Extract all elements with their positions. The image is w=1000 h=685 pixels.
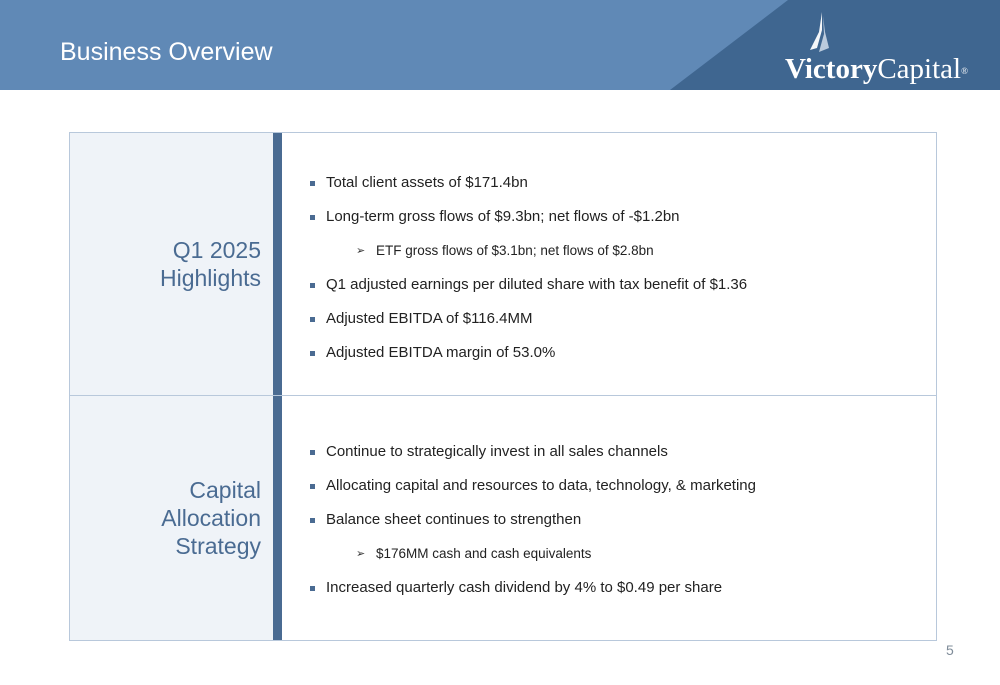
section-title-line: Capital xyxy=(189,477,261,503)
bullet-item: Q1 adjusted earnings per diluted share with tax benefit of $1.36 xyxy=(307,276,747,294)
section-title-line: Strategy xyxy=(175,533,261,559)
section-title-capital-allocation xyxy=(71,476,261,560)
sub-bullet-item: ➢ $176MM cash and cash equivalents xyxy=(307,545,756,563)
bullet-item: Adjusted EBITDA margin of 53.0% xyxy=(307,344,747,362)
bullet-item: Adjusted EBITDA of $116.4MM xyxy=(307,310,747,328)
logo-registered-mark: ® xyxy=(961,66,968,76)
logo-text-primary: Victory xyxy=(785,53,878,85)
bullet-item: Allocating capital and resources to data, technology, & marketing xyxy=(307,477,756,495)
header-banner xyxy=(0,0,1000,90)
bullet-item: Long-term gross flows of $9.3bn; net flows of -$1.2bn xyxy=(307,208,747,226)
capital-allocation-bullet-list xyxy=(307,443,756,613)
section-title-line: Highlights xyxy=(160,265,261,291)
page-number: 5 xyxy=(946,642,954,658)
logo-sail-icon xyxy=(807,12,833,54)
page-title: Business Overview xyxy=(60,38,273,66)
highlights-bullet-list xyxy=(307,174,747,378)
sub-bullet-item: ➢ ETF gross flows of $3.1bn; net flows of $2.8bn xyxy=(307,242,747,260)
section-label-cell xyxy=(70,133,273,395)
bullet-item: Increased quarterly cash dividend by 4% to $0.49 per share xyxy=(307,579,756,597)
bullet-item: Total client assets of $171.4bn xyxy=(307,174,747,192)
capital-allocation-panel xyxy=(69,396,937,641)
section-title-line: Q1 2025 xyxy=(172,237,261,263)
section-divider-bar xyxy=(273,133,282,395)
bullet-item: Continue to strategically invest in all sales channels xyxy=(307,443,756,461)
highlights-panel xyxy=(69,132,937,396)
bullet-item: Balance sheet continues to strengthen xyxy=(307,511,756,529)
section-title-highlights xyxy=(71,236,261,292)
section-divider-bar xyxy=(273,396,282,640)
section-title-line: Allocation xyxy=(161,505,261,531)
section-label-cell xyxy=(70,396,273,640)
victory-capital-logo xyxy=(785,12,975,84)
logo-text-secondary: Capital xyxy=(877,53,962,85)
